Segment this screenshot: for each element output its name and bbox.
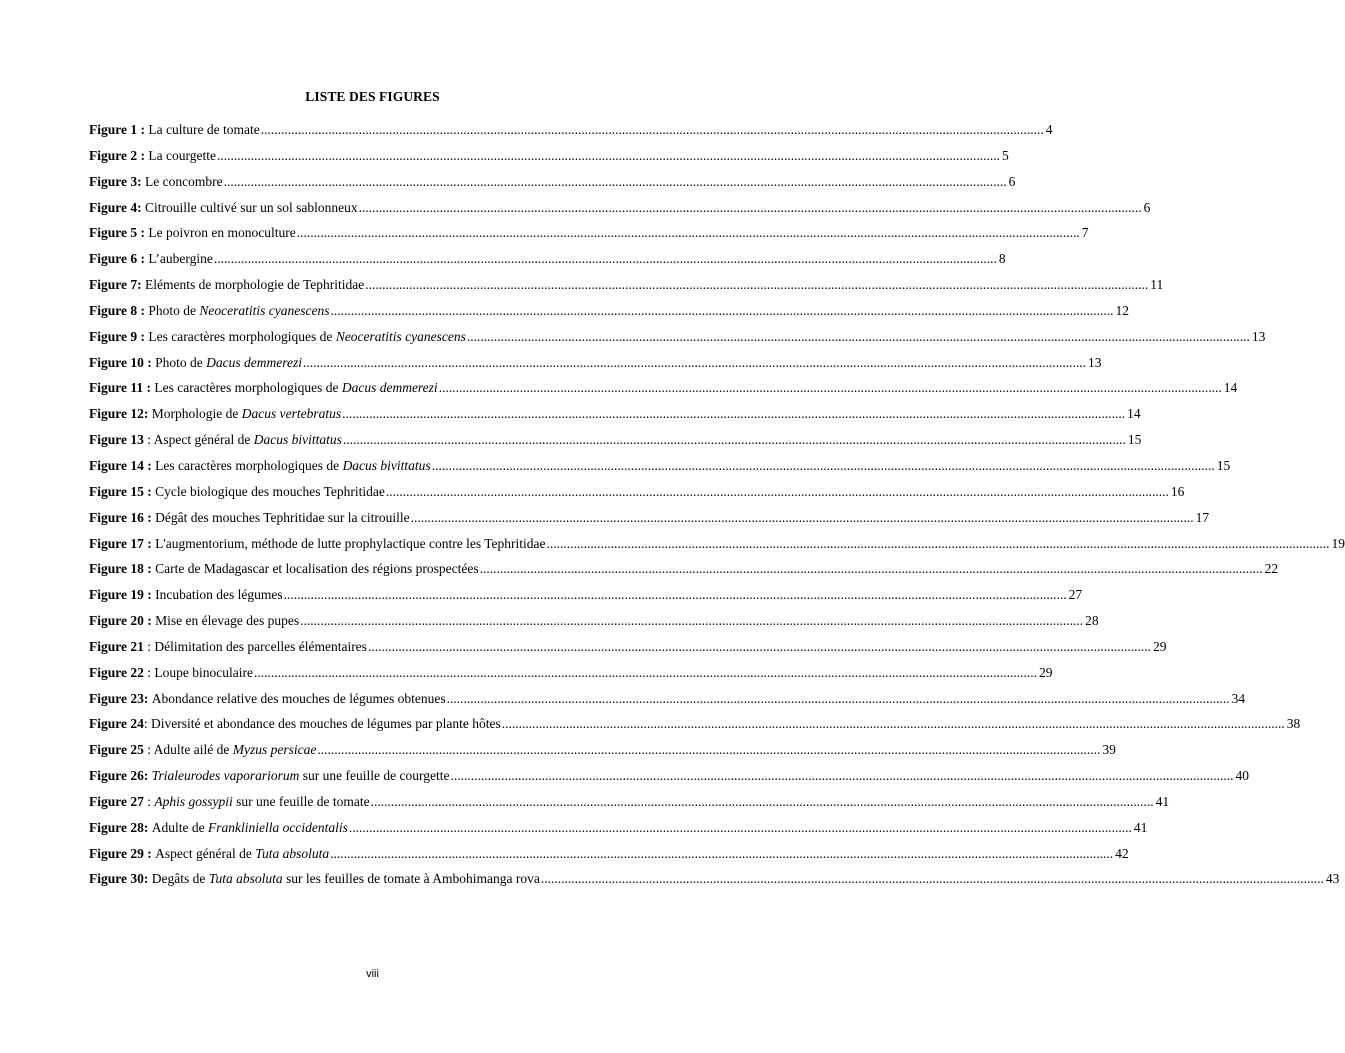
page-number: 43 (1325, 871, 1340, 887)
dot-leader (300, 608, 1083, 634)
dot-leader (343, 427, 1126, 453)
page-number: 41 (1133, 819, 1148, 835)
figure-label: Figure 28: (89, 819, 149, 835)
figure-label: Figure 23: (89, 690, 149, 706)
toc-entry[interactable] (89, 815, 1148, 841)
entry-text (89, 479, 385, 505)
figure-label: Figure 30: (89, 871, 149, 887)
figure-label: Figure 10 (89, 354, 144, 370)
figure-label: Figure 3: (89, 173, 142, 189)
dot-leader (480, 556, 1263, 582)
dot-leader (467, 324, 1250, 350)
page-number: 34 (1231, 690, 1246, 706)
figure-label: Figure 5 (89, 225, 138, 241)
caption-text: Citrouille cultivé sur un sol sablonneux (145, 199, 358, 215)
figure-label: Figure 24 (89, 716, 144, 732)
caption-text: Photo de (155, 354, 207, 370)
dot-leader (330, 298, 1113, 324)
entry-text (89, 220, 296, 246)
entry-text (89, 298, 329, 324)
page-number: 39 (1102, 742, 1116, 758)
label-separator: : (143, 587, 156, 603)
page-number: 40 (1235, 768, 1249, 784)
caption-text: L'augmentorium, méthode de lutte prophylactique contre les Tephritidae (155, 535, 546, 551)
entry-text (89, 272, 364, 298)
entry-text (89, 505, 410, 531)
label-separator: : (143, 535, 156, 551)
figure-label: Figure 2 (89, 147, 138, 163)
dot-leader (365, 272, 1148, 298)
caption-text: sur une feuille de tomate (232, 793, 370, 809)
caption-text: Photo de (148, 302, 200, 318)
figure-label: Figure 25 (89, 742, 144, 758)
dot-leader (214, 246, 997, 272)
figure-label: Figure 19 (89, 587, 144, 603)
page-number: 6 (1143, 199, 1151, 215)
caption-text: Degâts de (151, 871, 209, 887)
page-number: 15 (1216, 457, 1231, 473)
label-separator: : (143, 716, 152, 732)
caption-text: Le concombre (145, 173, 223, 189)
entry-text (89, 634, 367, 660)
page-title: LISTE DES FIGURES (305, 89, 440, 104)
page-number: 6 (1008, 173, 1016, 189)
dot-leader (386, 479, 1169, 505)
figure-label: Figure 26: (89, 768, 149, 784)
label-separator: : (143, 509, 156, 525)
figure-label: Figure 21 (89, 638, 144, 654)
figure-label: Figure 14 (89, 457, 144, 473)
entry-text (89, 427, 342, 453)
caption-text: Abondance relative des mouches de légumes obtenues (151, 690, 446, 706)
entry-text (89, 711, 501, 737)
toc-entry[interactable] (89, 841, 1129, 867)
figure-label: Figure 8 (89, 302, 138, 318)
dot-leader (330, 841, 1113, 867)
page-number: 14 (1127, 406, 1141, 422)
entry-text (89, 608, 299, 634)
dot-leader (541, 866, 1324, 892)
toc-entry[interactable] (89, 324, 1266, 350)
toc-entry[interactable] (89, 117, 1053, 143)
toc-entry[interactable] (89, 220, 1089, 246)
figure-label: Figure 15 (89, 483, 144, 499)
toc-entry[interactable] (89, 427, 1142, 453)
species-name: Frankliniella occidentalis (208, 819, 348, 835)
label-separator: : (143, 483, 156, 499)
page-number: 17 (1195, 509, 1210, 525)
page-number-footer: viii (366, 968, 379, 980)
label-separator: : (143, 664, 155, 680)
label-separator: : (143, 380, 155, 396)
entry-text (89, 763, 449, 789)
caption-text: Diversité et abondance des mouches de légumes par plante hôtes (151, 716, 501, 732)
entry-text (89, 660, 253, 686)
caption-text: Dégât des mouches Tephritidae sur la citrouille (155, 509, 410, 525)
label-separator: : (137, 122, 149, 137)
page-number: 7 (1081, 225, 1089, 241)
toc-entry[interactable] (89, 634, 1167, 660)
label-separator: : (137, 302, 149, 318)
label-separator: : (137, 251, 149, 267)
page-number: 29 (1152, 638, 1167, 654)
dot-leader (303, 350, 1086, 376)
toc-entry[interactable] (89, 246, 1006, 272)
dot-leader (224, 169, 1007, 195)
entry-text (89, 453, 431, 479)
toc-entry[interactable] (89, 453, 1231, 479)
caption-text: Incubation des légumes (155, 587, 283, 603)
toc-entry[interactable] (89, 505, 1210, 531)
dot-leader (261, 117, 1044, 143)
dot-leader (349, 815, 1132, 841)
page-number: 13 (1251, 328, 1266, 344)
entry-text (89, 531, 546, 557)
caption-text: sur les feuilles de tomate à Ambohimanga rova (282, 871, 540, 887)
dot-leader (547, 531, 1330, 557)
toc-entry[interactable] (89, 531, 1345, 557)
dot-leader (317, 737, 1100, 763)
entry-text (89, 143, 216, 169)
entry-text (89, 324, 466, 350)
caption-text: Carte de Madagascar et localisation des régions prospectées (155, 561, 479, 577)
label-separator: : (143, 432, 154, 448)
dot-leader (254, 660, 1037, 686)
toc-entry[interactable] (89, 401, 1141, 427)
toc-entry[interactable] (89, 169, 1016, 195)
figure-label: Figure 6 (89, 251, 138, 267)
caption-text: Les caractères morphologiques de (154, 380, 342, 396)
toc-entry[interactable] (89, 195, 1151, 221)
species-name: Dacus vertebratus (241, 406, 342, 422)
caption-text: Le poivron en monoculture (148, 225, 296, 241)
label-separator: : (143, 638, 155, 654)
page-number: 38 (1286, 716, 1301, 732)
figure-label: Figure 12: (89, 406, 149, 422)
caption-text: Eléments de morphologie de Tephritidae (145, 277, 365, 293)
dot-leader (502, 711, 1285, 737)
dot-leader (217, 143, 1000, 169)
toc-entry[interactable] (89, 711, 1301, 737)
dot-leader (359, 195, 1142, 221)
entry-text (89, 350, 302, 376)
caption-text: Loupe binoculaire (154, 664, 253, 680)
page-number: 16 (1170, 483, 1185, 499)
caption-text: La courgette (148, 147, 216, 163)
species-name: Tuta absoluta (208, 871, 283, 887)
dot-leader (371, 789, 1154, 815)
page-number: 4 (1045, 122, 1053, 137)
dot-leader (411, 505, 1194, 531)
figure-label: Figure 20 (89, 613, 144, 629)
species-name: Dacus bivittatus (342, 457, 431, 473)
dot-leader (284, 582, 1067, 608)
page-number: 15 (1127, 432, 1142, 448)
figure-label: Figure 18 (89, 561, 144, 577)
dot-leader (342, 401, 1125, 427)
caption-text: Cycle biologique des mouches Tephritidae (155, 483, 385, 499)
figure-label: Figure 13 (89, 432, 144, 448)
page-number: 12 (1115, 302, 1129, 318)
page-number: 13 (1088, 354, 1102, 370)
toc-entry[interactable] (89, 737, 1116, 763)
caption-text: Aspect général de (153, 432, 254, 448)
entry-text (89, 246, 213, 272)
label-separator: : (143, 561, 156, 577)
entry-text (89, 866, 540, 892)
caption-text: sur une feuille de courgette (299, 768, 450, 784)
caption-text: Les caractères morphologiques de (155, 457, 343, 473)
caption-text: Délimitation des parcelles élémentaires (154, 638, 367, 654)
label-separator: : (137, 147, 149, 163)
figure-label: Figure 9 (89, 328, 138, 344)
dot-leader (447, 686, 1230, 712)
toc-entry[interactable] (89, 763, 1249, 789)
figure-label: Figure 27 (89, 793, 144, 809)
toc-entry[interactable] (89, 350, 1102, 376)
species-name: Myzus persicae (232, 742, 317, 758)
entry-text (89, 556, 479, 582)
dot-leader (368, 634, 1151, 660)
entry-text (89, 117, 260, 143)
entry-text (89, 841, 329, 867)
toc-entry[interactable] (89, 556, 1279, 582)
label-separator: : (143, 845, 156, 861)
toc-entry[interactable] (89, 608, 1099, 634)
page-number: 14 (1223, 380, 1238, 396)
entry-text (89, 737, 316, 763)
page-number: 27 (1068, 587, 1083, 603)
caption-text: La culture de tomate (148, 122, 260, 137)
figure-label: Figure 29 (89, 845, 144, 861)
page-number: 8 (998, 251, 1006, 267)
species-name: Aphis gossypii (154, 793, 233, 809)
page-number: 28 (1085, 613, 1099, 629)
page-number: 42 (1115, 845, 1129, 861)
entry-text (89, 686, 446, 712)
page-number: 11 (1150, 277, 1164, 293)
caption-text: Morphologie de (151, 406, 242, 422)
label-separator: : (143, 354, 156, 370)
figure-list (89, 117, 1345, 892)
toc-entry[interactable] (89, 375, 1238, 401)
page-number: 29 (1038, 664, 1053, 680)
page-number: 41 (1155, 793, 1170, 809)
label-separator: : (137, 328, 149, 344)
entry-text (89, 169, 223, 195)
caption-text: L’aubergine (148, 251, 213, 267)
species-name: Dacus demmerezi (206, 354, 302, 370)
entry-text (89, 789, 370, 815)
species-name: Dacus demmerezi (341, 380, 438, 396)
toc-entry[interactable] (89, 272, 1164, 298)
dot-leader (432, 453, 1215, 479)
toc-entry[interactable] (89, 686, 1246, 712)
species-name: Neoceratitis cyanescens (199, 302, 330, 318)
caption-text: Mise en élevage des pupes (155, 613, 300, 629)
entry-text (89, 815, 348, 841)
toc-entry[interactable] (89, 479, 1185, 505)
entry-text (89, 582, 283, 608)
label-separator: : (143, 742, 154, 758)
toc-entry[interactable] (89, 789, 1170, 815)
species-name: Dacus bivittatus (253, 432, 342, 448)
label-separator: : (143, 793, 155, 809)
dot-leader (439, 375, 1222, 401)
label-separator: : (137, 225, 149, 241)
toc-entry[interactable] (89, 298, 1129, 324)
page-number: 5 (1001, 147, 1009, 163)
page-number: 22 (1264, 561, 1279, 577)
species-name: Trialeurodes vaporariorum (151, 768, 300, 784)
toc-entry[interactable] (89, 582, 1083, 608)
figure-label: Figure 11 (89, 380, 144, 396)
caption-text: Adulte de (151, 819, 208, 835)
figure-label: Figure 4: (89, 199, 142, 215)
label-separator: : (143, 457, 156, 473)
toc-entry[interactable] (89, 143, 1009, 169)
page-number: 19 (1331, 535, 1345, 551)
figure-label: Figure 1 (89, 122, 138, 137)
figure-label: Figure 16 (89, 509, 144, 525)
entry-text (89, 195, 358, 221)
figure-label: Figure 22 (89, 664, 144, 680)
dot-leader (297, 220, 1080, 246)
species-name: Tuta absoluta (255, 845, 330, 861)
caption-text: Aspect général de (155, 845, 256, 861)
species-name: Neoceratitis cyanescens (335, 328, 466, 344)
dot-leader (450, 763, 1233, 789)
toc-entry[interactable] (89, 660, 1053, 686)
figure-label: Figure 17 (89, 535, 144, 551)
figure-label: Figure 7: (89, 277, 142, 293)
caption-text: Adulte ailé de (153, 742, 233, 758)
toc-entry[interactable] (89, 866, 1340, 892)
entry-text (89, 375, 438, 401)
entry-text (89, 401, 341, 427)
label-separator: : (143, 613, 156, 629)
caption-text: Les caractères morphologiques de (148, 328, 336, 344)
